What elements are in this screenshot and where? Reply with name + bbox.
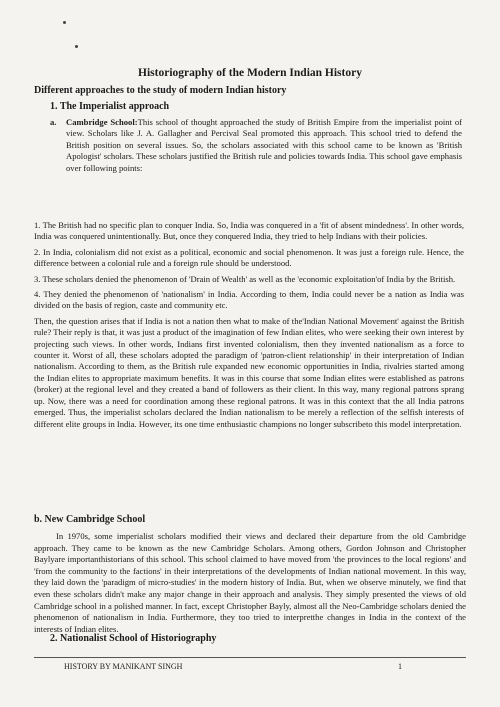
new-cambridge-paragraph: In 1970s, some imperialist scholars modified their views and declared their departure from the old Cambridge approach. They came to be known as the new Cambridge Scholars. Among others, Gordon Johnson and Christopher Baylyare importanthistorians of this school. This school claimed to have moved from 'the provinces to the local regions' and 'from the community to the factions' in their interpretations of the developments of Indian national movement. In this way, they laid down the 'paradigm of micro-studies' in the modern history of India. But, when we observe minutely, we find that even these scholars didn't make any major change in their approach and analysis. They simply presented the views of old Cambridge school in a polished manner. In fact, except Christopher Bayly, almost all the Neo-Cambridge scholars denied the phenomenon of nationalism in India. Furthermore, they too tried to interpretthe changes in India in the context of the interests of Indian elites. <box>34 531 466 634</box>
section-heading-nationalist: 2. Nationalist School of Historiography <box>50 633 217 644</box>
section-text: This school of thought approached the study of British Empire from the imperialist point of view. Scholars like J. A. Gallagher and Percival Seal promoted this approach. This school tried to defend the British position on several issues. So, the scholars associated with this school came to be known as 'British Apologist' scholars. These scholars justified the British rule and policies towards India. This school gave emphasis over following points: <box>66 117 462 173</box>
point-4: 4. They denied the phenomenon of 'nationalism' in India. According to them, India could never be a nation as India was divided on the basis of region, caste and community etc. <box>34 289 464 311</box>
scan-speck <box>75 45 78 48</box>
point-1: 1. The British had no specific plan to conquer India. So, India was conquered in a 'fit of absent mindedness'. In other words, India was conquered unintentionally. But, once they conquered India, they tried to help Indians with their policies. <box>34 220 464 242</box>
footer-author: HISTORY BY MANIKANT SINGH <box>64 662 183 671</box>
section-cambridge-school <box>50 117 462 174</box>
scan-speck <box>63 21 66 24</box>
paragraph-body: Then, the question arises that if India is not a nation then what to make of the'Indian National Movement' against the British rule? Their reply is that, it was just a product of the imagination of few Indian elites, who were seeking their own interest by projecting such views. In other words, Indians first invented colonialism, then they invented nationalism as a force to counter it. Worst of all, these scholars adopted the paradigm of 'patron-client relationship' in their interpretation of Indian nationalism. According to them, as the British rule expanded new economic opportunities in India, rivalries started among the Indian elites to appropriate maximum benefits. It was in this course that some Indian elites were established as patrons (broker) at the regional level and they created a band of followers as their client. In this way, many regional patrons sprang up. Now, there was a need for coordination among these regional patrons. It was in this context that the all India patrons emerged. Thus, the imperialist scholars declared the Indian nationalism to be merely a reflection of the selfish interests of different elite groups in India. However, its one time enthusiastic champions no longer subscribeto this model interpretation. <box>34 315 464 429</box>
document-title: Historiography of the Modern Indian History <box>138 67 362 79</box>
section-heading-imperialist: 1. The Imperialist approach <box>50 101 170 112</box>
point-2: 2. In India, colonialism did not exist as a political, economic and social phenomenon. It was just a foreign rule. Hence, the difference between a colonial rule and a foreign rule should be understood. <box>34 246 464 269</box>
footer-divider <box>34 657 466 658</box>
document-subtitle: Different approaches to the study of modern Indian history <box>34 85 287 96</box>
section-lead: Cambridge School: <box>66 117 138 127</box>
section-body <box>66 117 462 174</box>
point-3: 3. These scholars denied the phenomenon of 'Drain of Wealth' as well as the 'economic exploitation'of India by the British. <box>34 273 456 284</box>
list-marker: a. <box>50 117 57 127</box>
points-list <box>34 220 464 434</box>
page-number: 1 <box>398 662 402 671</box>
section-heading-new-cambridge: b. New Cambridge School <box>34 514 146 525</box>
